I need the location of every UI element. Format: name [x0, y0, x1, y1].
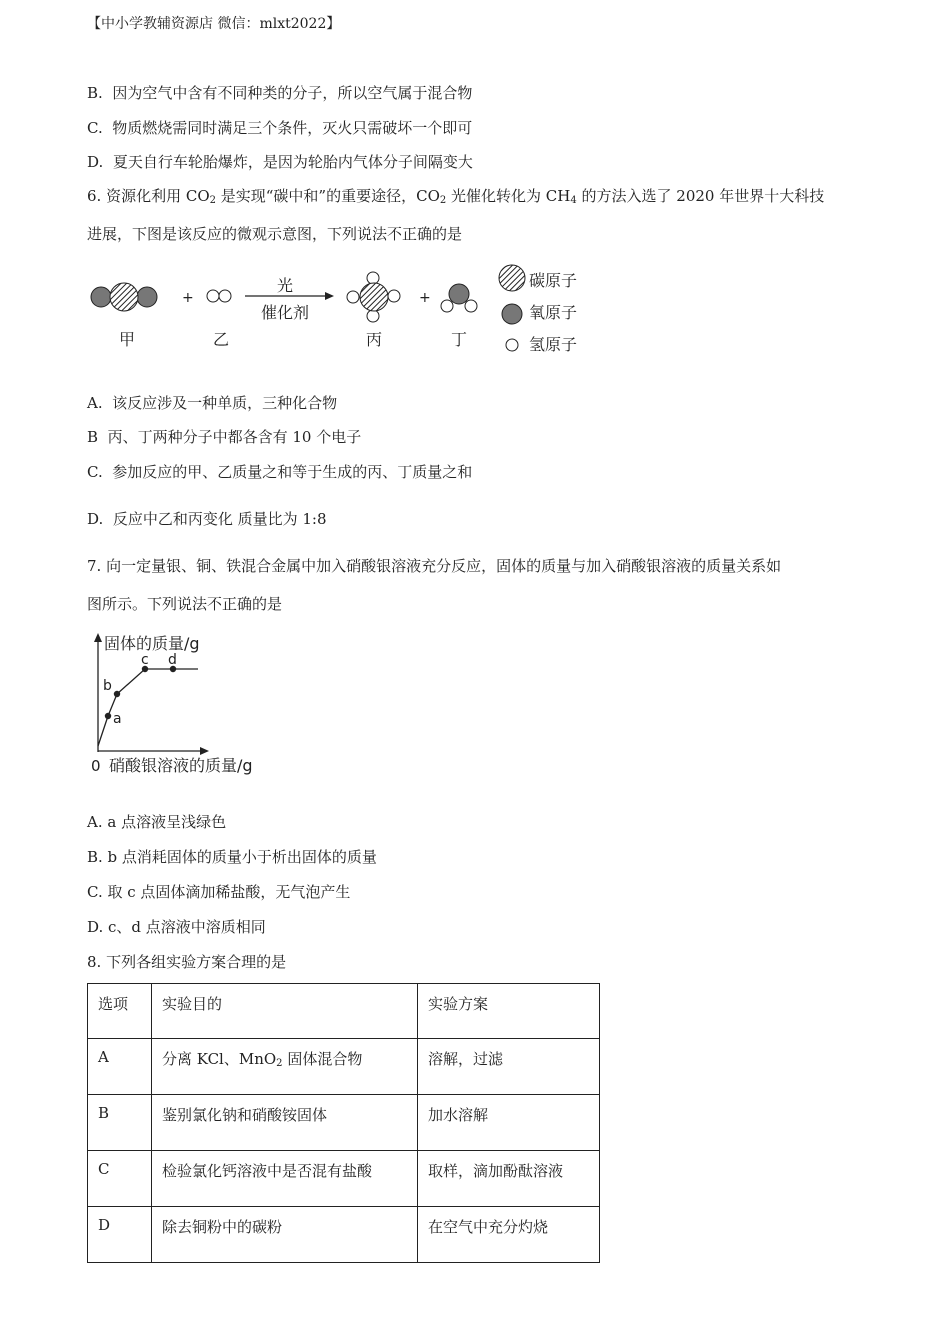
- reaction-diagram: [85, 262, 595, 358]
- q8-stem: 8. 下列各组实验方案合理的是: [87, 953, 287, 971]
- molecule-bing-ch4: [347, 272, 400, 322]
- q7-option-d: D. c、d 点溶液中溶质相同: [87, 918, 266, 936]
- cell-option: D: [88, 1207, 152, 1263]
- mass-curve: [98, 669, 198, 746]
- label-c: c: [141, 652, 149, 668]
- cell-plan: 溶解，过滤: [418, 1039, 600, 1095]
- q6-option-b: B 丙、丁两种分子中都各含有 10 个电子: [87, 428, 362, 446]
- table-row: [88, 1039, 600, 1095]
- table-row: [88, 1207, 600, 1263]
- arrow-label-light: 光: [277, 276, 294, 295]
- q5-option-d: D. 夏天自行车轮胎爆炸，是因为轮胎内气体分子间隔变大: [87, 153, 473, 171]
- table-header-row: [88, 984, 600, 1039]
- q7-stem-line2: 图所示。下列说法不正确的是: [87, 595, 283, 613]
- y-axis-label: 固体的质量/g: [104, 634, 200, 653]
- q5-option-b: B. 因为空气中含有不同种类的分子，所以空气属于混合物: [87, 84, 473, 102]
- header-watermark: 【中小学教辅资源店 微信：mlxt2022】: [87, 16, 341, 32]
- header-plan: 实验方案: [418, 984, 600, 1039]
- label-d: d: [168, 652, 177, 668]
- y-axis-arrow: [94, 633, 102, 642]
- q5-option-c: C. 物质燃烧需同时满足三个条件，灭火只需破坏一个即可: [87, 119, 473, 137]
- reaction-arrow-head: [325, 292, 334, 300]
- label-a: a: [113, 711, 122, 727]
- q7-option-c: C. 取 c 点固体滴加稀盐酸，无气泡产生: [87, 883, 351, 901]
- cell-goal: 分离 KCl、MnO$_2$ 固体混合物: [152, 1039, 418, 1095]
- q6-option-a: A. 该反应涉及一种单质，三种化合物: [87, 394, 338, 412]
- q6-option-c: C. 参加反应的甲、乙质量之和等于生成的丙、丁质量之和: [87, 463, 473, 481]
- label-b: b: [103, 678, 112, 694]
- point-a: [105, 713, 111, 719]
- mass-graph: [88, 630, 273, 780]
- label-jia: 甲: [119, 330, 136, 349]
- q7-option-a: A. a 点溶液呈浅绿色: [87, 813, 227, 831]
- q6-stem-line1: 6. 资源化利用 $CO_2$ 是实现“碳中和”的重要途径，$CO_2$ 光催化转化为 $CH_4$ 的方法入选了 2020 年世界十大科技: [87, 187, 825, 206]
- cell-option: A: [88, 1039, 152, 1095]
- cell-plan: 在空气中充分灼烧: [418, 1207, 600, 1263]
- q6-stem-line2: 进展，下图是该反应的微观示意图，下列说法不正确的是: [87, 225, 463, 243]
- molecule-ding-h2o: [441, 284, 477, 312]
- cell-option: C: [88, 1151, 152, 1207]
- plus-sign-2: +: [419, 290, 431, 306]
- x-axis-arrow: [200, 747, 209, 755]
- table-row: [88, 1095, 600, 1151]
- cell-goal: 除去铜粉中的碳粉: [152, 1207, 418, 1263]
- legend-hydrogen: 氢原子: [529, 335, 578, 354]
- header-option: 选项: [88, 984, 152, 1039]
- table-row: [88, 1151, 600, 1207]
- q7-option-b: B. b 点消耗固体的质量小于析出固体的质量: [87, 848, 377, 866]
- cell-goal: 鉴别氯化钠和硝酸铵固体: [152, 1095, 418, 1151]
- header-goal: 实验目的: [152, 984, 418, 1039]
- cell-plan: 取样，滴加酚酞溶液: [418, 1151, 600, 1207]
- q6-option-d: D. 反应中乙和丙变化 质量比为 1:8: [87, 510, 327, 528]
- cell-option: B: [88, 1095, 152, 1151]
- point-b: [114, 691, 120, 697]
- diagram-legend: [499, 265, 577, 354]
- q7-stem-line1: 7. 向一定量银、铜、铁混合金属中加入硝酸银溶液充分反应，固体的质量与加入硝酸银溶液的质量关系如: [87, 557, 782, 575]
- label-bing: 丙: [366, 330, 383, 349]
- cell-plan: 加水溶解: [418, 1095, 600, 1151]
- x-axis-label: 硝酸银溶液的质量/g: [109, 756, 253, 775]
- legend-oxygen: 氧原子: [529, 303, 578, 322]
- molecule-yi-h2: [207, 290, 231, 302]
- legend-carbon: 碳原子: [529, 271, 578, 290]
- label-yi: 乙: [213, 330, 230, 349]
- origin-label: 0: [91, 757, 101, 775]
- arrow-label-catalyst: 催化剂: [261, 303, 310, 322]
- experiment-table: [87, 983, 600, 1263]
- cell-goal: 检验氯化钙溶液中是否混有盐酸: [152, 1151, 418, 1207]
- molecule-jia-co2: [91, 283, 157, 311]
- plus-sign-1: +: [182, 290, 194, 306]
- label-ding: 丁: [451, 330, 468, 349]
